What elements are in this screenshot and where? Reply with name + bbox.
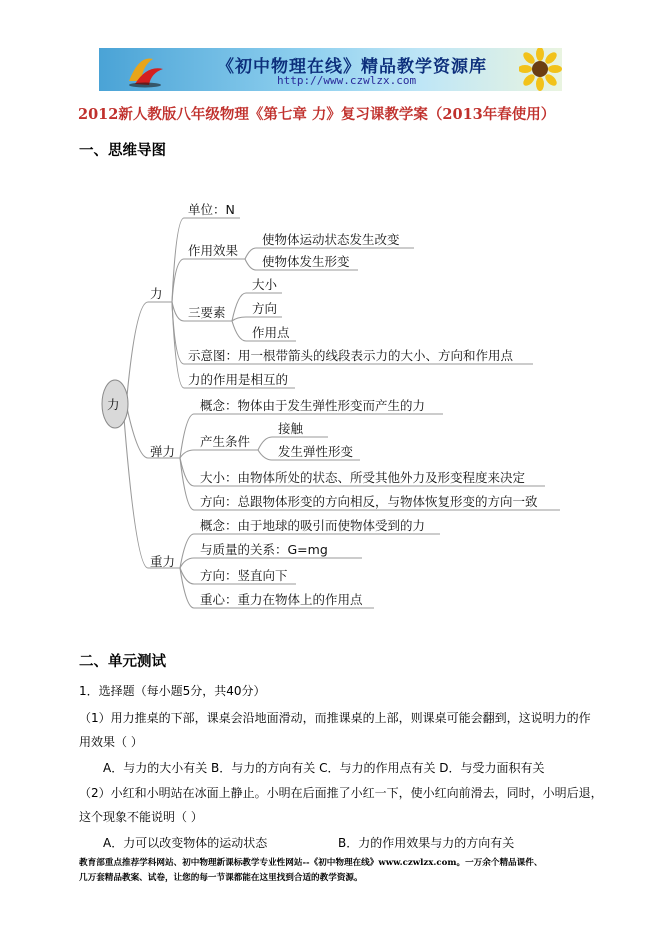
mindmap-node-effect-motion: 使物体运动状态发生改变 <box>262 232 400 247</box>
mindmap-root-label: 力 <box>107 397 120 412</box>
question-1-line-2: 用效果（ ） <box>79 735 143 749</box>
question-group-heading: 1．选择题（每小题5分，共40分） <box>79 684 266 698</box>
mindmap-node-gravity-concept: 概念：由于地球的吸引而使物体受到的力 <box>200 518 426 533</box>
banner-title: 《初中物理在线》精品教学资源库 <box>217 57 487 77</box>
mindmap-node-effect-deform: 使物体发生形变 <box>262 254 350 269</box>
mindmap-node-diagram: 示意图：用一根带箭头的线段表示力的大小、方向和作用点 <box>188 348 514 363</box>
banner-url[interactable]: http://www.czwlzx.com <box>277 74 417 87</box>
section-heading-mindmap: 一、思维导图 <box>79 143 166 159</box>
mindmap-node-size: 大小 <box>252 277 278 292</box>
question-2-option-a: A．力可以改变物体的运动状态 <box>103 836 268 850</box>
mindmap-node-gravity-mass: 与质量的关系：G=mg <box>200 542 328 557</box>
footer-line-2: 几万套精品教案、试卷，让您的每一节课都能在这里找到合适的教学资源。 <box>79 873 363 883</box>
question-1-line-1: （1）用力推桌的下部，课桌会沿地面滑动，而推课桌的上部，则课桌可能会翻到，这说明力的作 <box>79 711 591 725</box>
page-footer <box>79 856 599 886</box>
mindmap-node-gravity-direction: 方向：竖直向下 <box>200 568 288 583</box>
mindmap-node-elastic-concept: 概念：物体由于发生弹性形变而产生的力 <box>200 398 426 413</box>
section-heading-test: 二、单元测试 <box>79 654 166 670</box>
mindmap-node-effect: 作用效果 <box>188 243 239 258</box>
mindmap-node-mutual: 力的作用是相互的 <box>188 372 289 387</box>
mindmap-node-unit: 单位：N <box>188 202 235 217</box>
footer-line-1: 教育部重点推荐学科网站、初中物理新课标教学专业性网站--《初中物理在线》www.czwlzx.com。一万余个精品课件、 <box>79 858 543 868</box>
mindmap-node-contact: 接触 <box>278 421 304 436</box>
mindmap-node-point: 作用点 <box>252 325 290 340</box>
question-2-option-b: B．力的作用效果与力的方向有关 <box>338 836 515 850</box>
mindmap-node-elastic-condition: 产生条件 <box>200 434 251 449</box>
mindmap-node-elastic-direction: 方向：总跟物体形变的方向相反，与物体恢复形变的方向一致 <box>200 494 538 509</box>
question-1-options: A．与力的大小有关 B．与力的方向有关 C．与力的作用点有关 D．与受力面积有关 <box>103 761 545 775</box>
mindmap-branch-elastic: 弹力 <box>150 444 176 459</box>
mindmap-node-elastic-size: 大小：由物体所处的状态、所受其他外力及形变程度来决定 <box>200 470 526 485</box>
mindmap-branch-gravity: 重力 <box>150 554 176 569</box>
mindmap-node-elastic-deform: 发生弹性形变 <box>278 444 354 459</box>
mindmap-branch-force: 力 <box>150 286 163 301</box>
document-title: 2012新人教版八年级物理《第七章 力》复习课教学案（2013年春使用） <box>78 106 556 123</box>
question-2-line-2: 这个现象不能说明（ ） <box>79 810 203 824</box>
mindmap-node-gravity-center: 重心：重力在物体上的作用点 <box>200 592 363 607</box>
mindmap-node-three-elements: 三要素 <box>188 305 226 320</box>
question-2-line-1: （2）小红和小明站在冰面上静止。小明在后面推了小红一下，使小红向前滑去，同时，小明后退， <box>79 786 603 800</box>
mindmap-node-direction: 方向 <box>252 301 278 316</box>
